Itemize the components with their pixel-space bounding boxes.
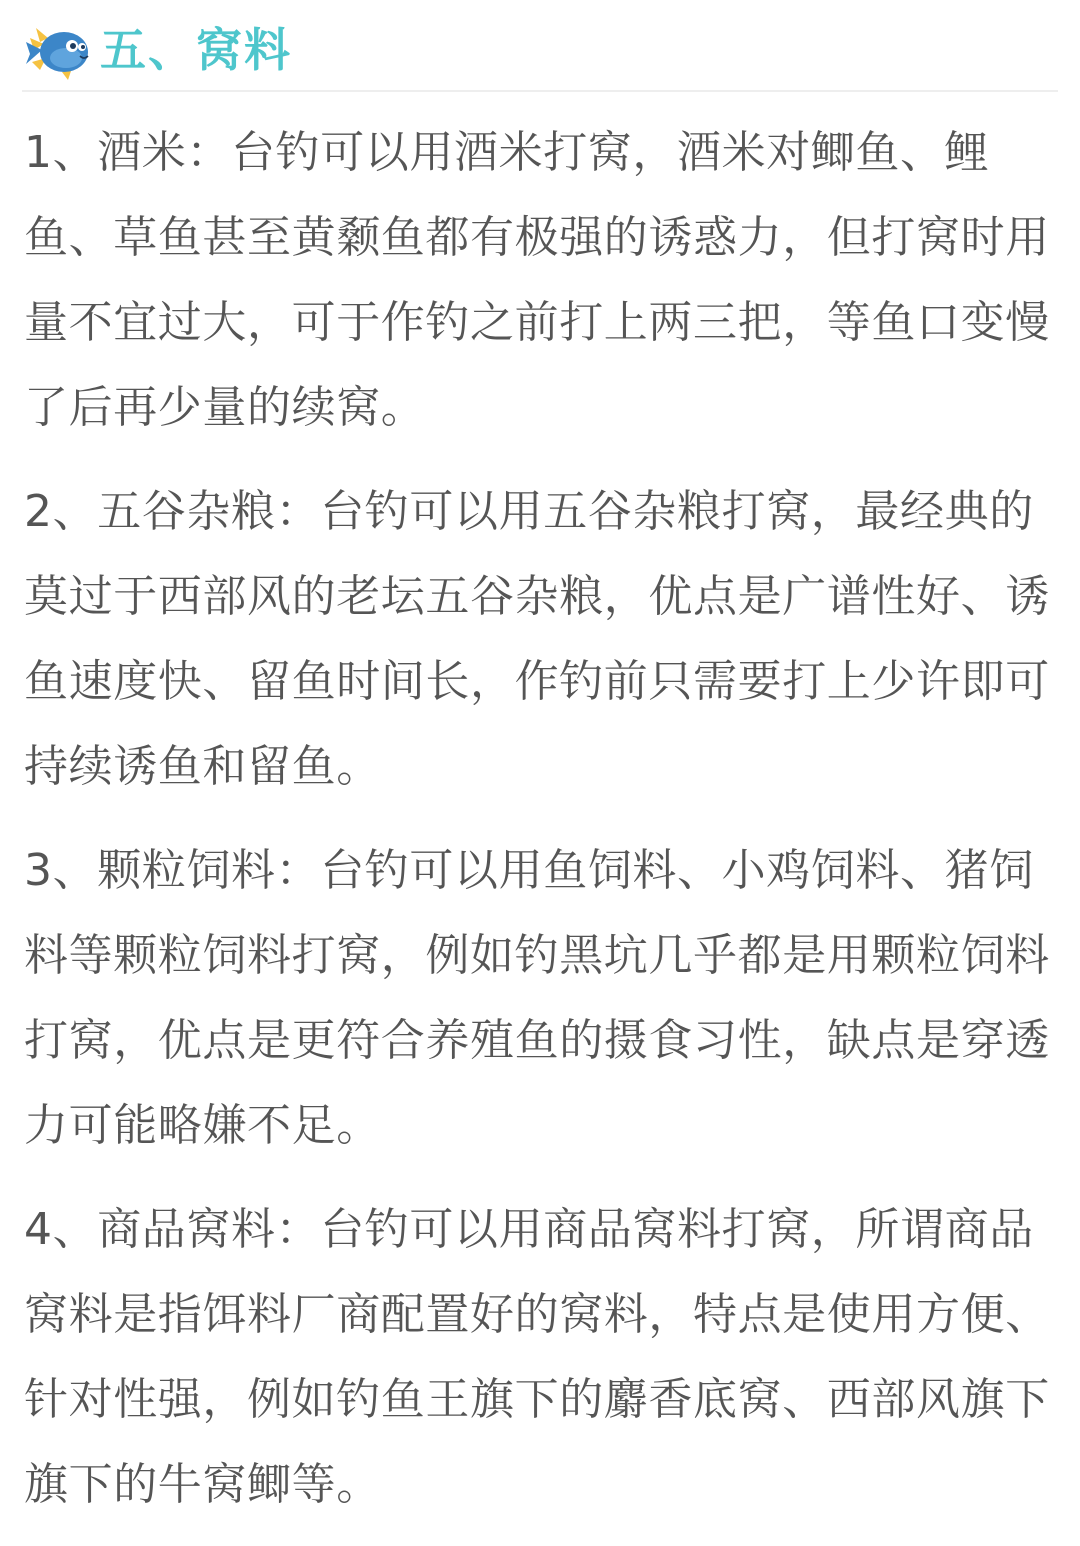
paragraph-jiumi: 1、酒米：台钓可以用酒米打窝，酒米对鲫鱼、鲤鱼、草鱼甚至黄颡鱼都有极强的诱惑力，但打窝时用量不宜过大，可于作钓之前打上两三把，等鱼口变慢了后再少量的续窝。 — [24, 127, 1050, 433]
article-body — [24, 110, 1054, 1546]
paragraph-keli-siliao: 3、颗粒饲料：台钓可以用鱼饲料、小鸡饲料、猪饲料等颗粒饲料打窝，例如钓黑坑几乎都是用颗粒饲料打窝，优点是更符合养殖鱼的摄食习性，缺点是穿透力可能略嫌不足。 — [24, 845, 1050, 1151]
section-header — [22, 12, 1058, 92]
paragraph-shangpin-woliao: 4、商品窝料：台钓可以用商品窝料打窝，所谓商品窝料是指饵料厂商配置好的窝料，特点是使用方便、针对性强，例如钓鱼王旗下的麝香底窝、西部风旗下旗下的牛窝鲫等。 — [24, 1204, 1050, 1510]
section-title: 五、窝料 — [100, 23, 292, 77]
fish-mascot-icon — [22, 18, 94, 84]
paragraph-wugu-zaliang: 2、五谷杂粮：台钓可以用五谷杂粮打窝，最经典的莫过于西部风的老坛五谷杂粮，优点是广谱性好、诱鱼速度快、留鱼时间长，作钓前只需要打上少许即可持续诱鱼和留鱼。 — [24, 486, 1050, 792]
